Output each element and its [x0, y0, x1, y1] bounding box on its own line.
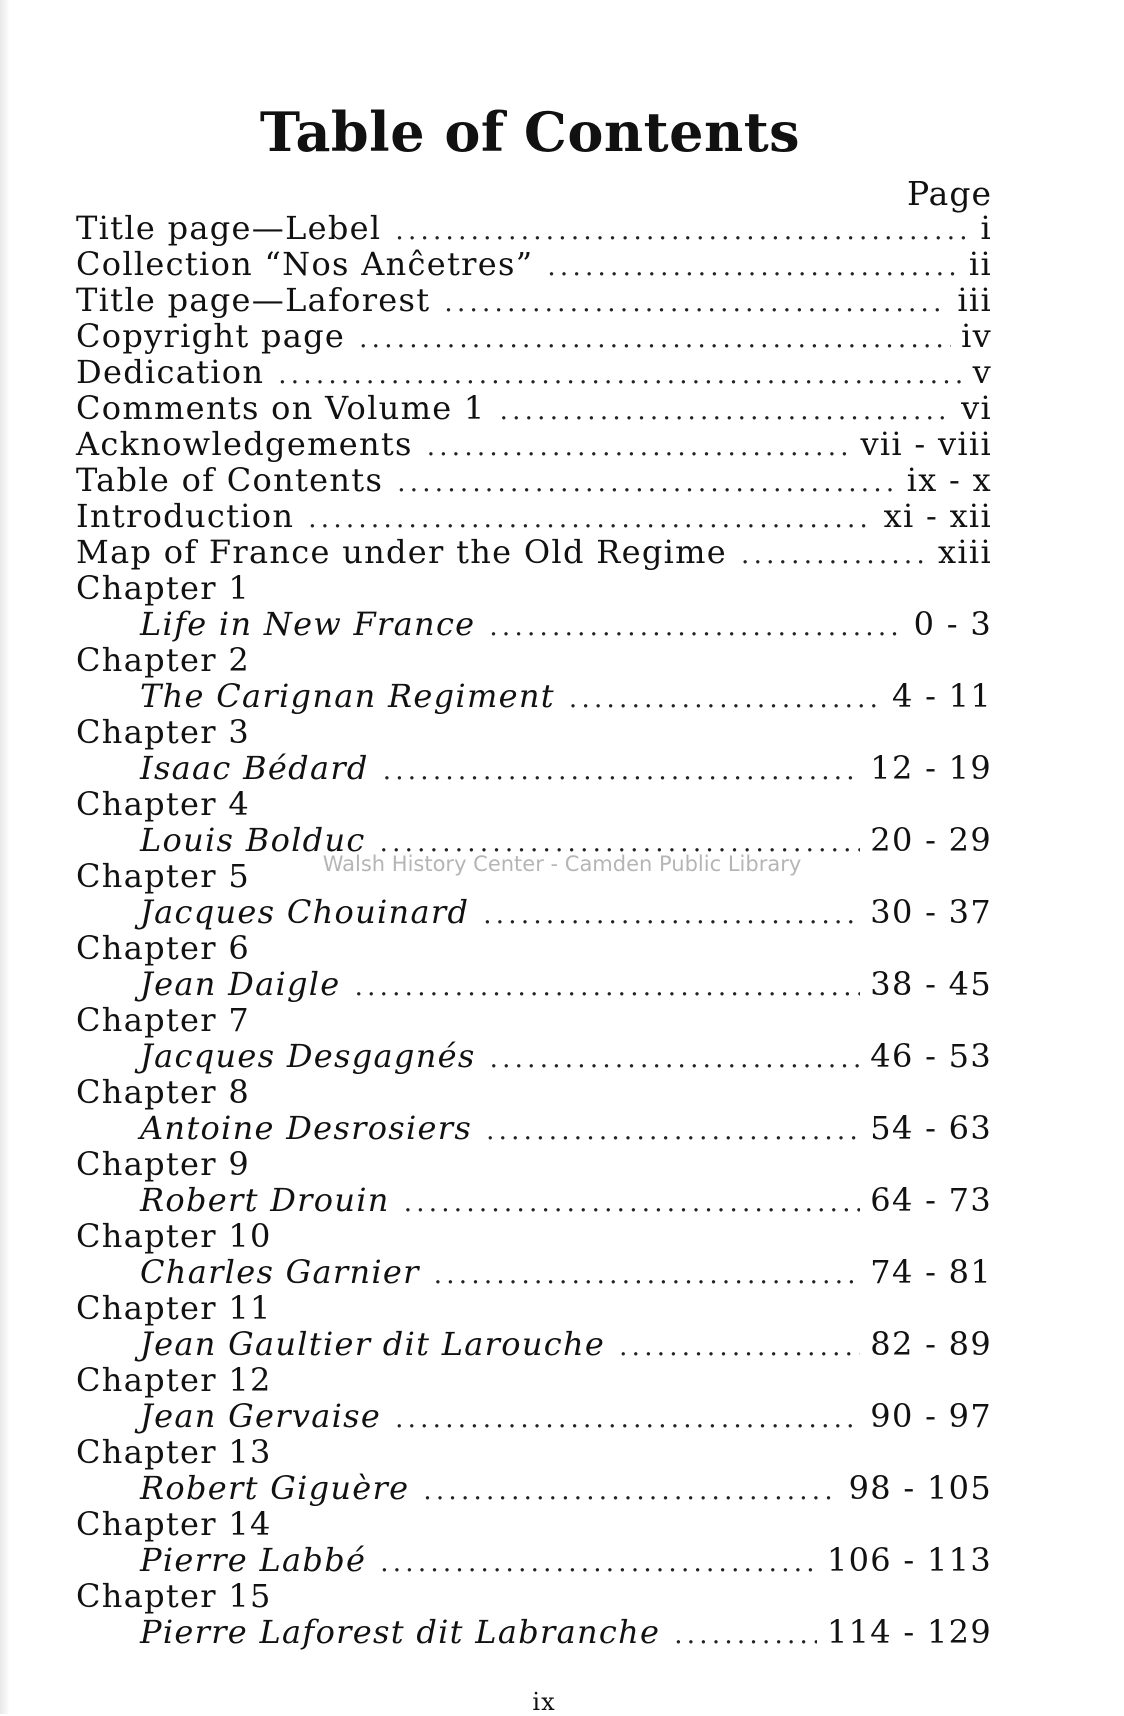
chapter-heading-label: Chapter 13	[76, 1433, 272, 1471]
toc-entry-label: Title page—Lebel	[76, 209, 382, 247]
chapter-pages: 4 - 11	[891, 677, 992, 715]
chapter-entry[interactable]	[76, 1038, 992, 1074]
chapter-title: Jean Daigle	[140, 965, 341, 1003]
dot-leader	[383, 753, 861, 789]
chapter-heading	[76, 1578, 992, 1614]
chapter-pages: 20 - 29	[870, 821, 992, 859]
chapter-entry[interactable]	[76, 966, 992, 1002]
chapter-title: Charles Garnier	[140, 1253, 420, 1291]
dot-leader	[547, 249, 959, 285]
toc-entry-page: ix - x	[906, 461, 992, 499]
chapter-heading	[76, 642, 992, 678]
chapter-heading-label: Chapter 5	[76, 857, 250, 895]
dot-leader	[674, 1617, 817, 1653]
chapter-heading-label: Chapter 12	[76, 1361, 272, 1399]
dot-leader	[500, 393, 952, 429]
chapter-heading	[76, 714, 992, 750]
dot-leader	[619, 1329, 860, 1365]
chapter-entry[interactable]	[76, 1182, 992, 1218]
chapter-heading	[76, 570, 992, 606]
dot-leader	[380, 1545, 817, 1581]
dot-leader	[444, 285, 947, 321]
toc-entry[interactable]	[76, 462, 992, 498]
chapter-pages: 0 - 3	[913, 605, 992, 643]
toc-entry-label: Introduction	[76, 497, 295, 535]
chapter-title: Jean Gervaise	[140, 1397, 382, 1435]
chapter-heading-label: Chapter 14	[76, 1505, 272, 1543]
toc-entry[interactable]	[76, 354, 992, 390]
page-title: Table of Contents	[259, 100, 801, 164]
toc-entry-page: vi	[961, 389, 992, 427]
toc-entry-label: Comments on Volume 1	[76, 389, 486, 427]
toc-entry-page: iii	[957, 281, 992, 319]
chapter-heading-label: Chapter 9	[76, 1145, 250, 1183]
footer-page-number: ix	[532, 1688, 556, 1716]
chapter-heading	[76, 930, 992, 966]
chapter-heading-label: Chapter 2	[76, 641, 250, 679]
chapter-heading-label: Chapter 1	[76, 569, 250, 607]
chapter-entry[interactable]	[76, 750, 992, 786]
dot-leader	[423, 1473, 838, 1509]
chapter-heading-label: Chapter 4	[76, 785, 250, 823]
chapter-title: Robert Drouin	[140, 1181, 390, 1219]
dot-leader	[404, 1185, 861, 1221]
chapter-title: Pierre Labbé	[140, 1541, 367, 1579]
dot-leader	[397, 465, 897, 501]
toc-entry-label: Dedication	[76, 353, 265, 391]
chapter-entry[interactable]	[76, 1398, 992, 1434]
chapter-pages: 90 - 97	[870, 1397, 992, 1435]
chapter-heading-label: Chapter 15	[76, 1577, 272, 1615]
chapter-entry[interactable]	[76, 1326, 992, 1362]
chapter-title: Robert Giguère	[140, 1469, 410, 1507]
chapter-entry[interactable]	[76, 894, 992, 930]
chapter-entry[interactable]	[76, 678, 992, 714]
dot-leader	[359, 321, 951, 357]
chapter-title: Antoine Desrosiers	[140, 1109, 473, 1147]
dot-leader	[483, 897, 860, 933]
chapter-title: Jacques Chouinard	[140, 893, 470, 931]
toc-entry[interactable]	[76, 246, 992, 282]
chapter-title: Jacques Desgagnés	[140, 1037, 476, 1075]
chapter-title: Louis Bolduc	[140, 821, 366, 859]
dot-leader	[490, 1041, 861, 1077]
toc-entry[interactable]	[76, 210, 992, 246]
dot-leader	[427, 429, 851, 465]
toc-entry[interactable]	[76, 426, 992, 462]
chapter-heading-label: Chapter 6	[76, 929, 250, 967]
chapter-pages: 38 - 45	[870, 965, 992, 1003]
chapter-title: The Carignan Regiment	[140, 677, 555, 715]
dot-leader	[355, 969, 861, 1005]
toc-entry-page: i	[980, 209, 992, 247]
chapter-pages: 82 - 89	[870, 1325, 992, 1363]
chapter-pages: 54 - 63	[870, 1109, 992, 1147]
toc-entry[interactable]	[76, 498, 992, 534]
chapter-title: Isaac Bédard	[140, 749, 369, 787]
chapter-title: Life in New France	[140, 605, 476, 643]
chapter-title: Pierre Laforest dit Labranche	[140, 1613, 661, 1651]
toc-entry-page: iv	[961, 317, 992, 355]
chapter-heading-label: Chapter 3	[76, 713, 250, 751]
chapter-pages: 74 - 81	[870, 1253, 992, 1291]
toc-entry-label: Acknowledgements	[76, 425, 413, 463]
toc-entry[interactable]	[76, 534, 992, 570]
dot-leader	[395, 1401, 860, 1437]
toc-entry[interactable]	[76, 390, 992, 426]
toc-entry-page: vii - viii	[860, 425, 992, 463]
toc-entry[interactable]	[76, 282, 992, 318]
page-column-label: Page	[906, 174, 992, 213]
toc-entry-label: Title page—Laforest	[76, 281, 431, 319]
toc-entry-page: ii	[968, 245, 992, 283]
dot-leader	[489, 609, 903, 645]
dot-leader	[741, 537, 928, 573]
chapter-entry[interactable]	[76, 1254, 992, 1290]
toc-entry[interactable]	[76, 318, 992, 354]
chapter-heading-label: Chapter 8	[76, 1073, 250, 1111]
chapter-entry[interactable]	[76, 1614, 992, 1650]
toc-entry-page: v	[972, 353, 992, 391]
chapter-heading-label: Chapter 7	[76, 1001, 250, 1039]
chapter-pages: 114 - 129	[826, 1613, 992, 1651]
dot-leader	[434, 1257, 861, 1293]
dot-leader	[278, 357, 962, 393]
chapter-heading	[76, 1002, 992, 1038]
chapter-heading	[76, 1362, 992, 1398]
chapter-heading	[76, 1506, 992, 1542]
chapter-heading	[76, 1074, 992, 1110]
chapter-heading-label: Chapter 11	[76, 1289, 272, 1327]
chapter-pages: 64 - 73	[870, 1181, 992, 1219]
library-watermark: Walsh History Center - Camden Public Library	[322, 852, 802, 876]
chapter-heading	[76, 1146, 992, 1182]
chapter-pages: 98 - 105	[848, 1469, 992, 1507]
chapter-heading-label: Chapter 10	[76, 1217, 272, 1255]
chapter-pages: 30 - 37	[870, 893, 992, 931]
toc-entry-label: Map of France under the Old Regime	[76, 533, 728, 571]
dot-leader	[395, 213, 970, 249]
chapter-heading	[76, 786, 992, 822]
chapter-entry[interactable]	[76, 1542, 992, 1578]
chapter-heading	[76, 1434, 992, 1470]
dot-leader	[569, 681, 882, 717]
dot-leader	[486, 1113, 860, 1149]
chapter-heading	[76, 1218, 992, 1254]
chapter-entry[interactable]	[76, 1470, 992, 1506]
toc-entry-label: Copyright page	[76, 317, 346, 355]
chapter-entry[interactable]	[76, 1110, 992, 1146]
chapter-pages: 106 - 113	[826, 1541, 992, 1579]
toc-list	[76, 210, 992, 1650]
toc-entry-page: xiii	[938, 533, 992, 571]
toc-entry-label: Table of Contents	[76, 461, 384, 499]
toc-entry-label: Collection “Nos Anĉetres”	[76, 245, 534, 283]
toc-entry-page: xi - xii	[883, 497, 992, 535]
dot-leader	[308, 501, 873, 537]
chapter-heading	[76, 1290, 992, 1326]
chapter-title: Jean Gaultier dit Larouche	[140, 1325, 606, 1363]
chapter-entry[interactable]	[76, 606, 992, 642]
chapter-pages: 12 - 19	[870, 749, 992, 787]
chapter-pages: 46 - 53	[870, 1037, 992, 1075]
